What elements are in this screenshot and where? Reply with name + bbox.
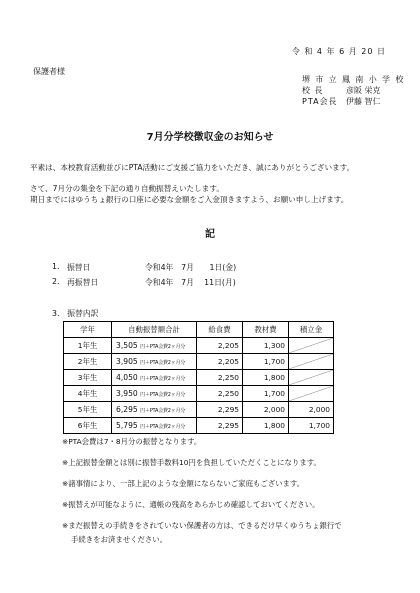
grade-label: 4年生 [77,389,98,398]
total-note: 円＋PTA会費2ヶ月分 [140,376,186,382]
greeting-paragraph: 平素は、本校教育活動並びにPTA活動にご支援ご協力をいただき、誠にありがとうございます。 [30,163,355,172]
total-amount: 6,295 [116,405,138,414]
retransfer-date-value: 令和4年 7月 11日(月) [145,278,236,287]
empty-cell-slash [289,354,333,369]
lunch-fee-cell: 2,205 [197,354,243,370]
retransfer-date-label: 再振替日 [67,278,99,287]
materials-fee-cell: 2,000 [243,402,289,418]
materials-fee-cell: 1,800 [243,370,289,386]
sender-school: 堺 市 立 鳳 南 小 学 校 [302,75,405,84]
total-amount: 5,795 [116,421,138,430]
savings-cell: 2,000 [289,402,334,418]
empty-cell-slash [289,370,333,385]
body-line-2: 期日までにはゆうちょ銀行の口座に必要な金額をご入金頂きますよう、お願い申し上げます。 [30,195,349,204]
ki-heading: 記 [205,229,215,240]
materials-fee-cell: 1,700 [243,386,289,402]
grade-cell [64,418,112,434]
total-cell [112,418,197,434]
note-item: ※諸事情により、一部上記のような金額にならないご家庭もございます。 [62,479,305,488]
note-item: ※振替えが可能なように、通帳の残高をあらかじめ確認しておいてください。 [62,500,320,509]
breakdown-heading: 3. 振替内訳 [52,309,99,318]
notice-title: 7月分学校徴収金のお知らせ [146,132,274,143]
grade-label: 2年生 [77,357,98,366]
issue-date: 令 和 4 年 6 月 20 日 [291,47,386,56]
table-row [64,338,334,354]
note-item: ※PTA会費は7・8月分の振替となります。 [62,437,202,446]
grade-label: 1年生 [77,341,98,350]
grade-label: 3年生 [77,373,98,382]
total-note: 円＋PTA会費2ヶ月分 [140,344,186,350]
notes [62,436,342,548]
table-row [64,402,334,418]
total-note: 円＋PTA会費2ヶ月分 [140,360,186,366]
savings-cell: 1,700 [289,418,334,434]
empty-cell-slash [289,386,333,401]
savings-cell [289,386,334,402]
grade-cell [64,386,112,402]
note-item: 手続きをお済ませください。 [71,535,168,544]
grade-cell [64,402,112,418]
sender-principal: 校 長 彦阪 栄克 [302,86,381,95]
col-total-header: 自動振替額合計 [112,322,197,338]
savings-cell [289,370,334,386]
total-cell [112,386,197,402]
sender-block [302,74,405,107]
note-item: ※まだ振替えの手続きをされていない保護者の方は、できるだけ早くゆうちょ銀行で [62,521,342,530]
sender-pta-chair: PTA会長 伊藤 智仁 [302,97,381,106]
grade-label: 5年生 [77,405,98,414]
total-amount: 3,905 [116,357,138,366]
materials-fee-cell: 1,300 [243,338,289,354]
total-amount: 3,950 [116,389,138,398]
addressee: 保護者様 [33,67,65,76]
col-savings-header: 積立金 [289,322,334,338]
lunch-fee-cell: 2,250 [197,370,243,386]
materials-fee-cell: 1,700 [243,354,289,370]
grade-label: 6年生 [77,421,98,430]
schedule-number: 1. [52,262,60,271]
table-row [64,354,334,370]
transfer-date-label: 振替日 [67,263,91,272]
table-row [64,370,334,386]
grade-cell [64,370,112,386]
table-row [64,418,334,434]
col-lunch-header: 給食費 [197,322,243,338]
savings-cell [289,354,334,370]
grade-cell [64,338,112,354]
col-materials-header: 教材費 [243,322,289,338]
lunch-fee-cell: 2,295 [197,402,243,418]
grade-cell [64,354,112,370]
schedule-number: 2. [52,277,60,286]
total-cell [112,338,197,354]
fee-table [63,321,334,434]
total-amount: 3,505 [116,341,138,350]
body-line-1: さて、7月分の集金を下記の通り自動振替えいたします。 [30,184,224,193]
savings-cell [289,338,334,354]
materials-fee-cell: 1,800 [243,418,289,434]
note-item: ※上記振替金額とは別に振替手数料10円を負担していただくことになります。 [62,458,321,467]
total-note: 円＋PTA会費2ヶ月分 [140,424,186,430]
table-body [64,338,334,434]
empty-cell-slash [289,338,333,353]
total-cell [112,402,197,418]
table-header-row [64,322,334,338]
lunch-fee-cell: 2,205 [197,338,243,354]
table-row [64,386,334,402]
total-cell [112,354,197,370]
total-note: 円＋PTA会費2ヶ月分 [140,408,186,414]
lunch-fee-cell: 2,250 [197,386,243,402]
total-note: 円＋PTA会費2ヶ月分 [140,392,186,398]
transfer-date-value: 令和4年 7月 1日(金) [145,263,237,272]
total-cell [112,370,197,386]
lunch-fee-cell: 2,295 [197,418,243,434]
col-grade-header: 学年 [64,322,112,338]
total-amount: 4,050 [116,373,138,382]
